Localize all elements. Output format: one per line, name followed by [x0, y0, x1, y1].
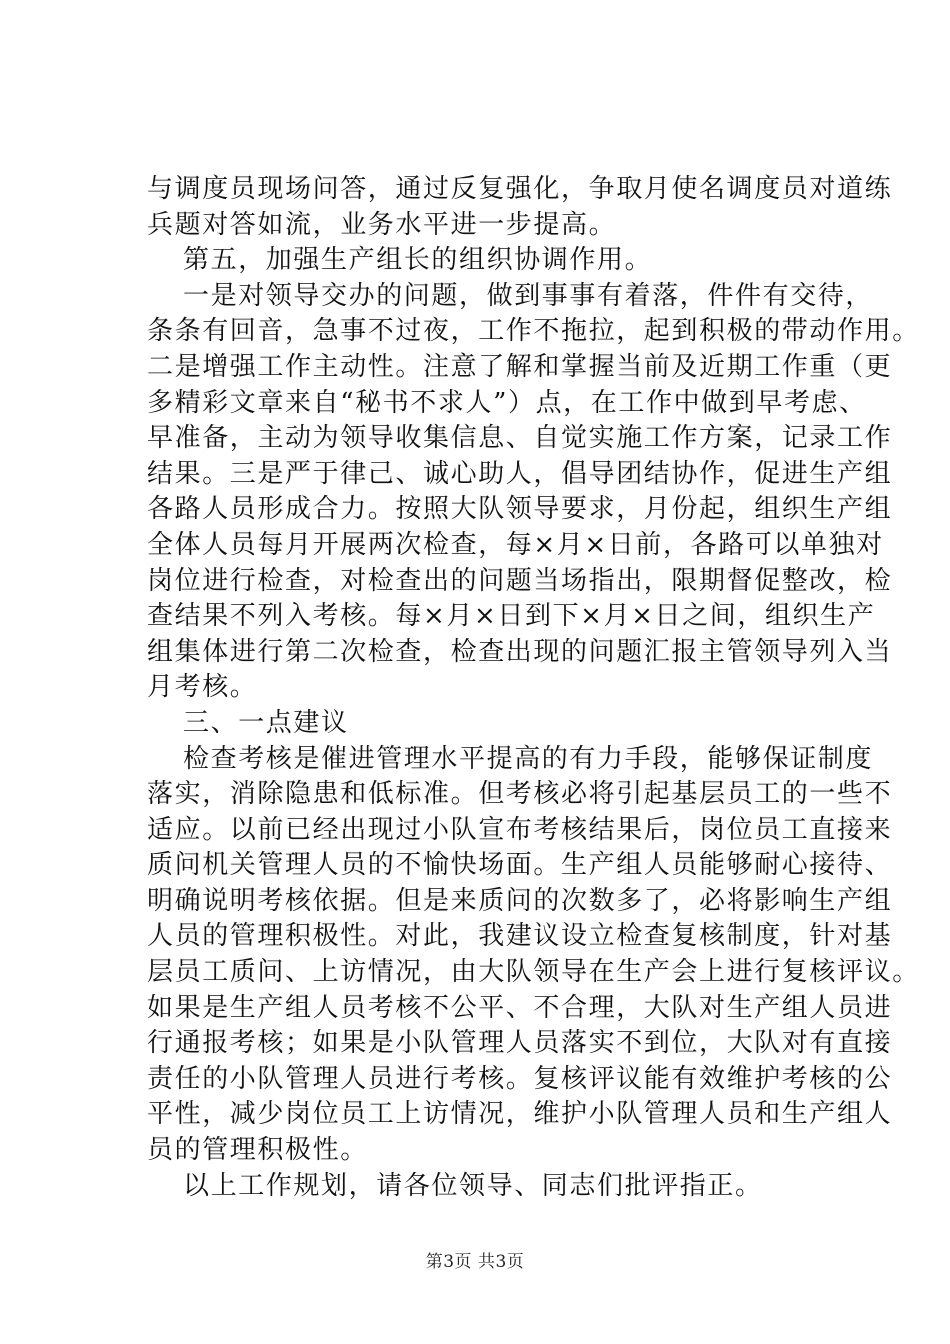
text-line: 明确说明考核依据。但是来质问的次数多了，必将影响生产组 — [147, 885, 893, 916]
text-line: 岗位进行检查，对检查出的问题当场指出，限期督促整改，检 — [147, 565, 893, 596]
text-line: 以上工作规划，请各位领导、同志们批评指正。 — [183, 1170, 763, 1201]
text-line: 责任的小队管理人员进行考核。复核评议能有效维护考核的公 — [147, 1063, 893, 1094]
text-line: 组集体进行第二次检查，检查出现的问题汇报主管领导列入当 — [147, 636, 893, 667]
text-line: 早准备，主动为领导收集信息、自觉实施工作方案，记录工作 — [147, 423, 893, 454]
text-line: 月考核。 — [147, 672, 258, 703]
text-line: 落实，消除隐患和低标准。但考核必将引起基层员工的一些不 — [147, 779, 893, 810]
text-line: 全体人员每月开展两次检查，每×月×日前，各路可以单独对 — [147, 529, 884, 560]
text-line: 与调度员现场问答，通过反复强化，争取月使名调度员对道练 — [147, 174, 893, 204]
text-line: 行通报考核；如果是小队管理人员落实不到位，大队对有直接 — [147, 1028, 893, 1059]
text-line: 员的管理积极性。 — [147, 1135, 368, 1166]
document-body — [147, 172, 920, 1204]
text-line: 检查考核是催进管理水平提高的有力手段，能够保证制度 — [183, 743, 874, 774]
text-line: 三、一点建议 — [183, 707, 349, 738]
text-line: 如果是生产组人员考核不公平、不合理，大队对生产组人员进 — [147, 992, 893, 1023]
page-number-footer: 第3页 共3页 — [425, 1252, 525, 1272]
text-line: 兵题对答如流，业务水平进一步提高。 — [147, 209, 617, 240]
text-line: 第五，加强生产组长的组织协调作用。 — [183, 245, 653, 276]
text-line: 质问机关管理人员的不愉快场面。生产组人员能够耐心接待、 — [147, 850, 893, 881]
text-line: 结果。三是严于律己、诚心助人，倡导团结协作，促进生产组 — [147, 458, 893, 489]
text-line: 平性，减少岗位员工上访情况，维护小队管理人员和生产组人 — [147, 1099, 893, 1130]
text-line: 层员工质问、上访情况，由大队领导在生产会上进行复核评议。 — [147, 957, 920, 988]
text-line: 人员的管理积极性。对此，我建议设立检查复核制度，针对基 — [147, 921, 893, 952]
text-line: 查结果不列入考核。每×月×日到下×月×日之间，组织生产 — [147, 601, 876, 632]
text-line: 条条有回音，急事不过夜，工作不拖拉，起到积极的带动作用。 — [147, 316, 920, 347]
text-line: 二是增强工作主动性。注意了解和掌握当前及近期工作重（更 — [147, 351, 893, 382]
text-line: 多精彩文章来自“秘书不求人”）点，在工作中做到早考虑、 — [147, 387, 867, 418]
text-line: 适应。以前已经出现过小队宣布考核结果后，岗位员工直接来 — [147, 814, 893, 845]
text-line: 各路人员形成合力。按照大队领导要求，月份起，组织生产组 — [147, 494, 893, 525]
text-line: 一是对领导交办的问题，做到事事有着落，件件有交待， — [183, 280, 874, 311]
